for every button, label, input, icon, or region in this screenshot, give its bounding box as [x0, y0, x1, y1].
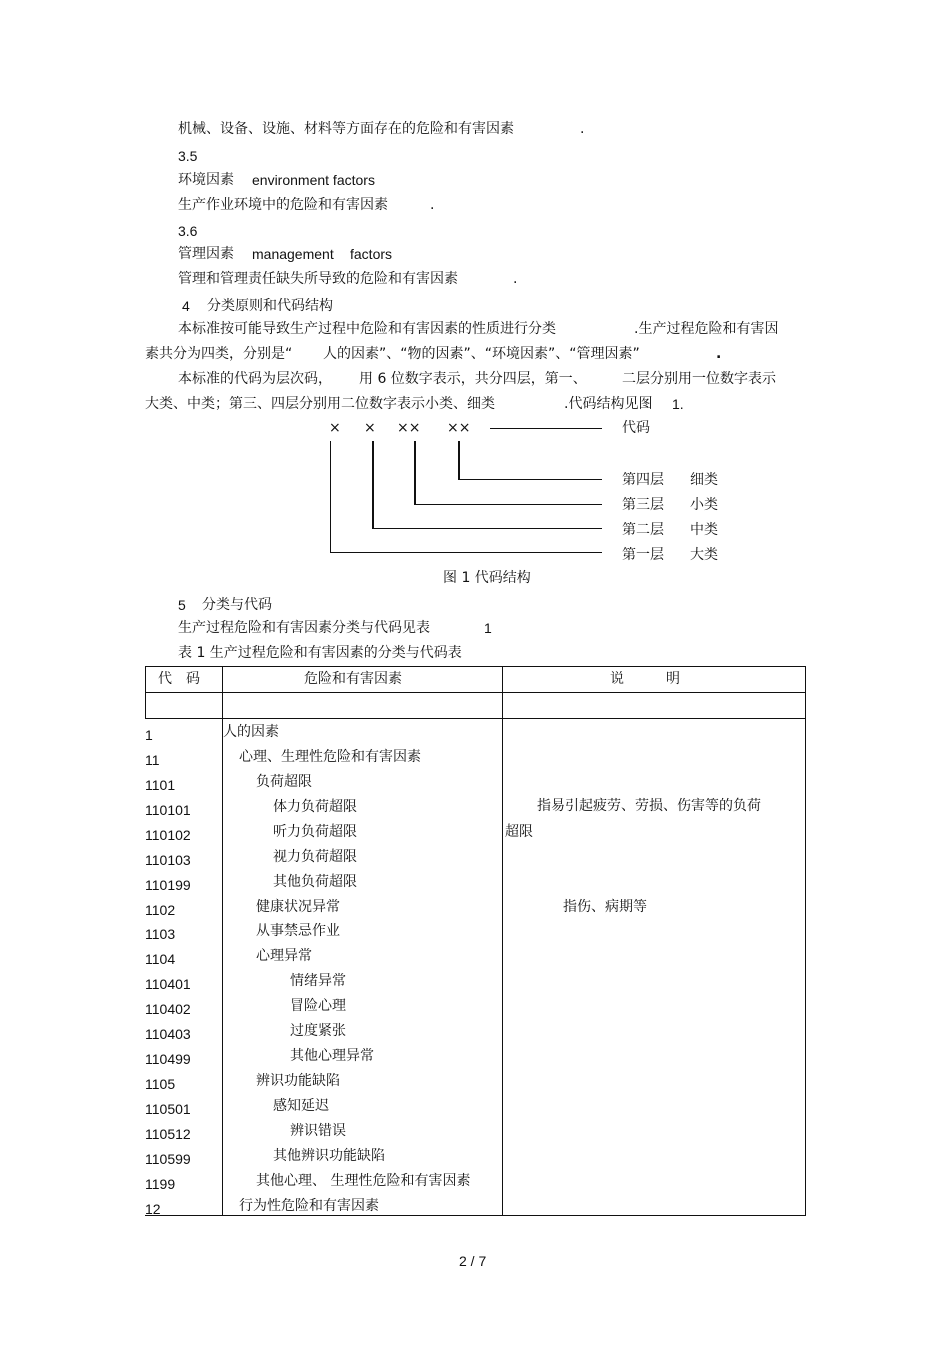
- row-factor-name: 其他心理、 生理性危险和有害因素: [256, 1173, 471, 1189]
- table-body-rule: [145, 718, 806, 719]
- paragraph-4-1-d: 人的因素”、“物的因素”、“环境因素”、“管理因素”: [323, 346, 640, 362]
- paragraph-4-2-a: 本标准的代码为层次码，: [178, 371, 332, 387]
- period: .: [716, 346, 722, 362]
- row-factor-name: 其他辨识功能缺陷: [273, 1148, 385, 1164]
- code-mark-level-3: ××: [397, 420, 421, 436]
- row-factor-name: 冒险心理: [290, 998, 346, 1014]
- bracket-level-4-vertical: [458, 441, 460, 480]
- bracket-level-2-vertical: [372, 441, 374, 529]
- term-3-6-english-2: factors: [350, 246, 393, 262]
- section-5-intro: 生产过程危险和有害因素分类与代码见表: [178, 620, 430, 636]
- row-code: 1: [145, 727, 153, 743]
- term-3-5-english: environment factors: [252, 172, 375, 188]
- term-3-6-chinese: 管理因素: [178, 246, 234, 262]
- row-code: 110199: [145, 877, 191, 893]
- row-code: 1102: [145, 902, 176, 918]
- table-column-rule-1: [222, 666, 223, 1216]
- row-factor-name: 健康状况异常: [256, 899, 340, 915]
- bracket-level-2-horizontal: [372, 528, 602, 529]
- row-code: 110103: [145, 852, 191, 868]
- definition-3-6: 管理和管理责任缺失所导致的危险和有害因素: [178, 271, 458, 287]
- row-factor-name: 人的因素: [223, 724, 279, 740]
- row-factor-name: 辨识错误: [290, 1123, 346, 1139]
- code-mark-level-1: ×: [329, 420, 341, 436]
- row-factor-name: 心理异常: [256, 948, 312, 964]
- period: .: [513, 271, 518, 287]
- row-code: 110403: [145, 1026, 191, 1042]
- term-3-5-chinese: 环境因素: [178, 172, 234, 188]
- figure-caption: 图 1 代码结构: [443, 570, 531, 586]
- row-code: 110512: [145, 1126, 191, 1142]
- table-left-border: [145, 666, 146, 718]
- paragraph-3-4-tail: 机械、设备、设施、材料等方面存在的危险和有害因素: [178, 121, 514, 137]
- row-factor-name: 听力负荷超限: [273, 824, 357, 840]
- code-leader-line: [490, 428, 602, 429]
- row-factor-name: 负荷超限: [256, 774, 312, 790]
- row-code: 110599: [145, 1151, 191, 1167]
- row-factor-name: 情绪异常: [290, 973, 346, 989]
- table-column-rule-2: [502, 666, 503, 1216]
- row-factor-name: 其他心理异常: [290, 1048, 374, 1064]
- layer-1-name: 大类: [690, 547, 718, 563]
- definition-3-5: 生产作业环境中的危险和有害因素: [178, 197, 388, 213]
- layer-2-level: 第二层: [622, 522, 664, 538]
- section-3-6-number: 3.6: [178, 223, 198, 239]
- note-load-overrun-cont: 超限: [505, 824, 533, 840]
- row-factor-name: 感知延迟: [273, 1098, 329, 1114]
- table-bottom-border: [145, 1215, 806, 1216]
- paragraph-4-2-f: 1.: [672, 396, 684, 412]
- row-code: 1199: [145, 1176, 176, 1192]
- note-load-overrun: 指易引起疲劳、劳损、伤害等的负荷: [537, 798, 761, 814]
- row-factor-name: 从事禁忌作业: [256, 923, 340, 939]
- bracket-level-3-horizontal: [414, 504, 602, 505]
- table-header-rule: [145, 692, 806, 693]
- row-code: 1104: [145, 951, 176, 967]
- row-code: 110101: [145, 802, 191, 818]
- paragraph-4-2-b: 用 6 位数字表示，共分四层，第一、: [359, 371, 587, 387]
- row-factor-name: 行为性危险和有害因素: [239, 1198, 379, 1214]
- paragraph-4-2-c: 二层分别用一位数字表示: [622, 371, 776, 387]
- table-right-border: [805, 666, 806, 1216]
- paragraph-4-1-a: 本标准按可能导致生产过程中危险和有害因素的性质进行分类: [178, 321, 556, 337]
- row-code: 110501: [145, 1101, 191, 1117]
- row-code: 11: [145, 752, 160, 768]
- row-code: 110402: [145, 1001, 191, 1017]
- code-mark-level-2: ×: [364, 420, 376, 436]
- bracket-level-1-horizontal: [330, 552, 602, 553]
- note-health-abnormal: 指伤、病期等: [563, 899, 647, 915]
- layer-2-name: 中类: [690, 522, 718, 538]
- row-factor-name: 体力负荷超限: [273, 799, 357, 815]
- code-label: 代码: [622, 420, 650, 436]
- row-factor-name: 过度紧张: [290, 1023, 346, 1039]
- bracket-level-1-vertical: [330, 441, 331, 553]
- section-4-title: 分类原则和代码结构: [207, 298, 333, 314]
- row-code: 12: [145, 1201, 161, 1217]
- row-code: 1103: [145, 926, 176, 942]
- row-factor-name: 辨识功能缺陷: [256, 1073, 340, 1089]
- period: .: [580, 121, 585, 137]
- row-code: 110102: [145, 827, 191, 843]
- row-factor-name: 其他负荷超限: [273, 874, 357, 890]
- bracket-level-3-vertical: [414, 441, 416, 505]
- section-3-5-number: 3.5: [178, 148, 198, 164]
- layer-3-name: 小类: [690, 497, 718, 513]
- page-number: 2 / 7: [459, 1253, 487, 1269]
- header-factor: 危险和有害因素: [304, 671, 402, 687]
- code-mark-level-4: ××: [447, 420, 471, 436]
- paragraph-4-1-c: 素共分为四类，分别是“: [145, 346, 293, 362]
- row-factor-name: 心理、生理性危险和有害因素: [239, 749, 421, 765]
- section-5-intro-number: 1: [484, 620, 492, 636]
- layer-4-level: 第四层: [622, 472, 664, 488]
- row-code: 1101: [145, 777, 176, 793]
- paragraph-4-1-b: .生产过程危险和有害因: [634, 321, 779, 337]
- period: .: [430, 197, 435, 213]
- row-code: 1105: [145, 1076, 176, 1092]
- row-code: 110401: [145, 976, 191, 992]
- layer-1-level: 第一层: [622, 547, 664, 563]
- bracket-level-4-horizontal: [458, 479, 602, 480]
- table-top-border: [145, 666, 806, 667]
- section-4-number: 4: [182, 298, 190, 314]
- layer-4-name: 细类: [690, 472, 718, 488]
- term-3-6-english-1: management: [252, 246, 334, 262]
- header-code: 代 码: [158, 671, 200, 687]
- layer-3-level: 第三层: [622, 497, 664, 513]
- section-5-number: 5: [178, 597, 186, 613]
- row-code: 110499: [145, 1051, 191, 1067]
- paragraph-4-2-d: 大类、中类；第三、四层分别用二位数字表示小类、细类: [145, 396, 495, 412]
- header-description: 说 明: [610, 671, 680, 687]
- paragraph-4-2-e: .代码结构见图: [564, 396, 653, 412]
- section-5-title: 分类与代码: [202, 597, 272, 613]
- table-caption: 表 1 生产过程危险和有害因素的分类与代码表: [178, 645, 462, 661]
- row-factor-name: 视力负荷超限: [273, 849, 357, 865]
